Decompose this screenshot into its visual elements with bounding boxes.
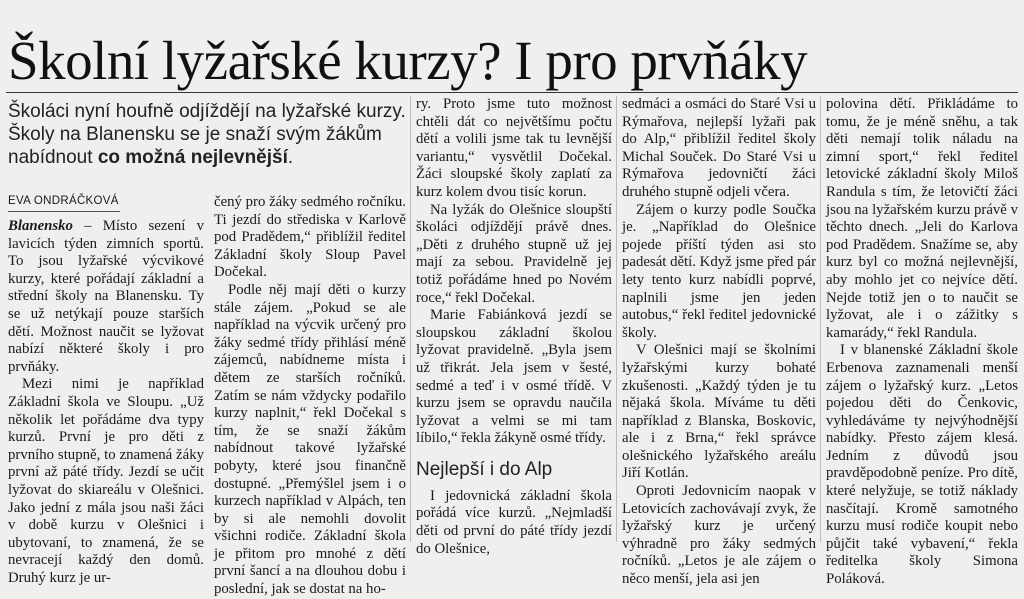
col1-para-0 bbox=[8, 218, 204, 376]
column-3 bbox=[416, 96, 612, 557]
lead-paragraph bbox=[8, 100, 408, 169]
lead-block bbox=[8, 100, 408, 169]
headline-rule bbox=[6, 92, 1018, 93]
column-4 bbox=[622, 96, 816, 588]
byline: EVA ONDRÁČKOVÁ bbox=[8, 194, 120, 212]
column-5 bbox=[826, 96, 1018, 588]
col1-para-1: Mezi nimi je například Základní škola ve Sloupu. „Už několik let pořádáme dva typy kurzů. První je pro děti z prvního stupně, to znamená žáky první až páté třídy. Jezdí se učit lyžovat do skiareálu v Olešnici. Jako jední z mála jsou naši žáci v době kurzu v Olešnici i ubytovaní, to znamená, že se nevracejí každý den domů. Druhý kurz je ur- bbox=[8, 376, 204, 586]
col2-para-0: čený pro žáky sedmého ročníku. Ti jezdí do střediska v Karlově pod Pradědem,“ přiblížil ředitel Základní školy Sloup Pavel Dočekal. bbox=[214, 194, 406, 281]
lead-end: . bbox=[287, 147, 294, 168]
col1-text-0: – Místo sezení v lavicích týden zimních sportů. To jsou lyžařské výcvikové kurzy, které pořádají základní a střední školy na Blanensku. Ty se už netýkají pouze starších dětí. Možnost naučit se lyžovat nabízí některé školy i pro prvňáky. bbox=[8, 218, 204, 375]
column-2 bbox=[214, 194, 406, 598]
col2-para-1: Podle něj mají děti o kurzy stále zájem. „Pokud se ale například na výcvik určený pro žáky sedmé třídy přihlásí méně zájemců, nabídneme místa i dětem ze starších ročníků. Zatím se nám vždycky podařilo kurzy naplnit,“ řekl Dočekal s tím, že se snaží žákům nabídnout takové lyžařské pobyty, které jsou finančně dostupné. „Přemýšlel jsem i o kurzech například v Alpách, ten by si ale nemohli dovolit všichni rodiče. Základní škola je přitom pro mnohé z dětí první šancí a na dlouhou dobu i poslední, jak se dostat na ho- bbox=[214, 281, 406, 598]
column-divider bbox=[820, 96, 821, 542]
headline: Školní lyžařské kurzy? I pro prvňáky bbox=[8, 30, 808, 91]
col3-para-0: ry. Proto jsme tuto možnost chtěli dát co největšímu počtu dětí a volili jsme tak tu levnější variantu,“ vysvětlil Dočekal. Žáci sloupské školy zaplatí za kurz kolem dvou tisíc korun. bbox=[416, 96, 612, 200]
col5-para-1: I v blanenské Základní škole Erbenova zaznamenali menší zájem o lyžařský kurz. „Letos pojedou děti do Čenkovic, vyhledáváme ty nejvýhodnější nabídky. Přesto zájem klesá. Jedním z důvodů jsou pravděpodobně peníze. Pro dítě, které nelyžuje, se totiž náklady nasčítají. Kromě samotného kurzu musí rodiče koupit nebo půjčit také vybavení,“ řekla ředitelka školy Simona Poláková. bbox=[826, 342, 1018, 588]
column-1 bbox=[8, 194, 204, 586]
lead-bold: co možná nejlevnější bbox=[97, 147, 288, 168]
lead-text: Školáci nyní houfně odjíždějí na lyžařské kurzy. Školy na Blanensku se je snaží svým žákům nabídnout bbox=[8, 101, 406, 168]
dateline: Blanensko bbox=[8, 218, 73, 234]
column-divider bbox=[410, 96, 411, 542]
col3-para-2: Marie Fabiánková jezdí se sloupskou základní školou lyžovat pravidelně. „Byla jsem už třikrát. Jela jsem v šesté, sedmé a teď i v osmé třídě. V kurzu jsem se opravdu naučila lyžovat a velmi se mi tam líbilo,“ řekla žákyně osmé třídy. bbox=[416, 307, 612, 447]
col3-para-1: Na lyžák do Olešnice sloupští školáci odjíždějí právě dnes. „Děti z druhého stupně už jej mají za sebou. Pravidelně jej totiž pořádáme hned po Novém roce,“ řekl Dočekal. bbox=[416, 201, 612, 306]
column-divider bbox=[616, 96, 617, 542]
col4-para-0: sedmáci a osmáci do Staré Vsi u Rýmařova, nejlepší lyžaři pak do Alp,“ přiblížil ředitel školy Michal Souček. Do Staré Vsi u Rýmařova jedovničtí žáci druhého stupně odjeli včera. bbox=[622, 96, 816, 200]
col4-para-1: Zájem o kurzy podle Součka je. „Například do Olešnice pojede příští týden asi sto padesát dětí. Když jsme před pár lety tento kurz nabídli poprvé, naplnili jsme jen jeden autobus,“ řekl ředitel jedovnické školy. bbox=[622, 201, 816, 341]
col4-para-2: V Olešnici mají se školními lyžařskými kurzy bohaté zkušenosti. „Každý týden je tu nějaká škola. Míváme tu děti například z Blanska, Boskovic, ale i z Brna,“ řekl správce olešnického lyžařského areálu Jiří Kotlán. bbox=[622, 342, 816, 482]
col3b-para-0: I jedovnická základní škola pořádá více kurzů. „Nejmladší děti od první do páté třídy jezdí do Olešnice, bbox=[416, 487, 612, 557]
col5-para-0: polovina dětí. Přikládáme to tomu, že je méně sněhu, a tak děti nemají tolik náladu na zimní sport,“ řekl ředitel letovické základní školy Miloš Randula s tím, že letovičtí žáci jsou na lyžařském kurzu právě v těchto dnech. „Jeli do Karlova pod Pradědem. Snažíme se, aby kurz byl co možná nejlevnější, aby mohlo jet co nejvíce dětí. Nejde totiž jen o to naučit se lyžovat, ale i o zážitky s kamarády,“ řekl Randula. bbox=[826, 96, 1018, 341]
col4-para-3: Oproti Jedovnicím naopak v Letovicích zachovávají zvyk, že lyžařský kurz je určený výhradně pro žáky sedmých ročníků. „Letos je ale zájem o něco menší, jela asi jen bbox=[622, 483, 816, 588]
subhead: Nejlepší i do Alp bbox=[416, 458, 553, 480]
